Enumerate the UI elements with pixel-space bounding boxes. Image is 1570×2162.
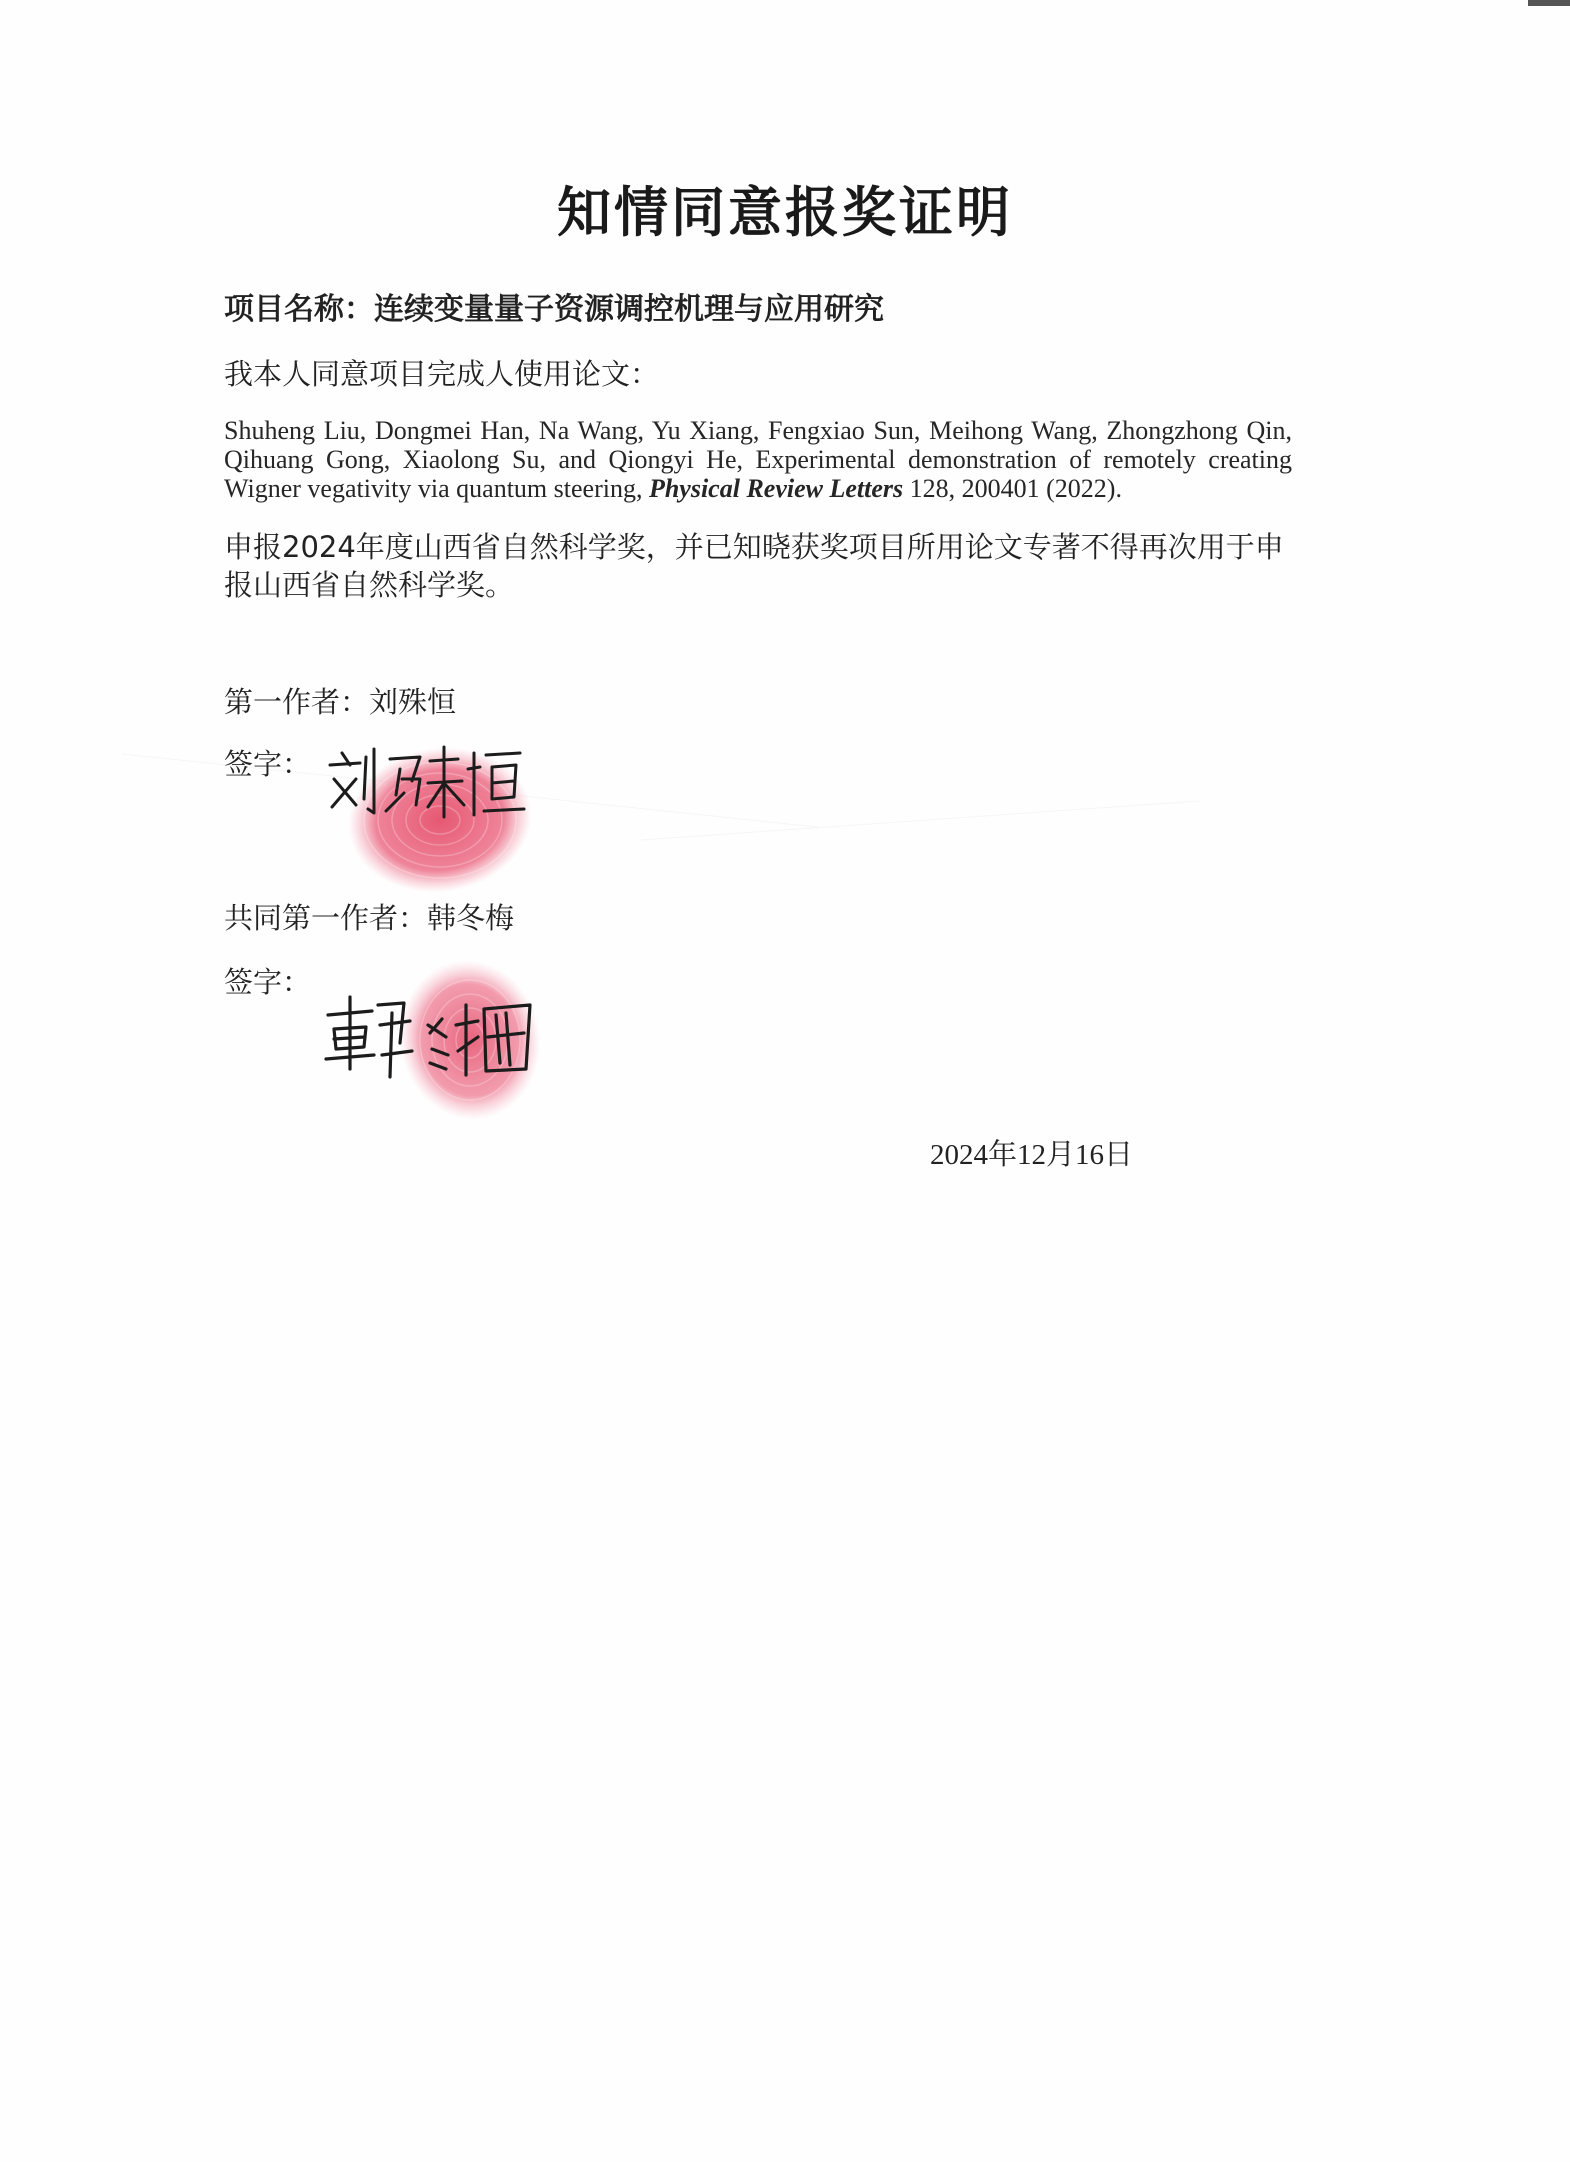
co-first-author-signature	[320, 985, 540, 1085]
first-author-sign-label: 签字：	[224, 747, 312, 781]
co-first-author-name: 韩冬梅	[427, 901, 515, 935]
first-author-signature	[320, 735, 530, 825]
consent-statement: 我本人同意项目完成人使用论文：	[224, 357, 660, 391]
paper-citation	[224, 416, 1292, 503]
first-author-name: 刘殊恒	[369, 685, 457, 719]
citation-details: 128, 200401 (2022).	[909, 474, 1122, 503]
first-author-label: 第一作者：	[224, 685, 370, 719]
scan-corner-mark	[1528, 0, 1570, 6]
paper-crease	[641, 800, 1200, 840]
project-label: 项目名称：	[224, 292, 374, 327]
project-name: 连续变量量子资源调控机理与应用研究	[374, 292, 884, 327]
document-date: 2024年12月16日	[930, 1139, 1134, 1171]
citation-authors-title: Shuheng Liu, Dongmei Han, Na Wang, Yu Xiang, Fengxiao Sun, Meihong Wang, Zhongzhong Qin, Qihuang Gong, Xiaolong Su, and Qiongyi He, Experimental demonstration of remotely creating Wigner vegativity via quantum steering,	[224, 416, 1292, 503]
co-first-author-sign-label: 签字：	[224, 965, 312, 999]
project-name-line	[224, 290, 884, 330]
first-author-line	[224, 682, 456, 722]
declaration-text: 申报2024年度山西省自然科学奖，并已知晓获奖项目所用论文专著不得再次用于申报山西省自然科学奖。	[224, 530, 1284, 602]
document-title: 知情同意报奖证明	[557, 181, 1013, 244]
co-first-author-label: 共同第一作者：	[224, 901, 428, 935]
citation-journal: Physical Review Letters	[648, 474, 904, 503]
co-first-author-line	[224, 898, 514, 938]
